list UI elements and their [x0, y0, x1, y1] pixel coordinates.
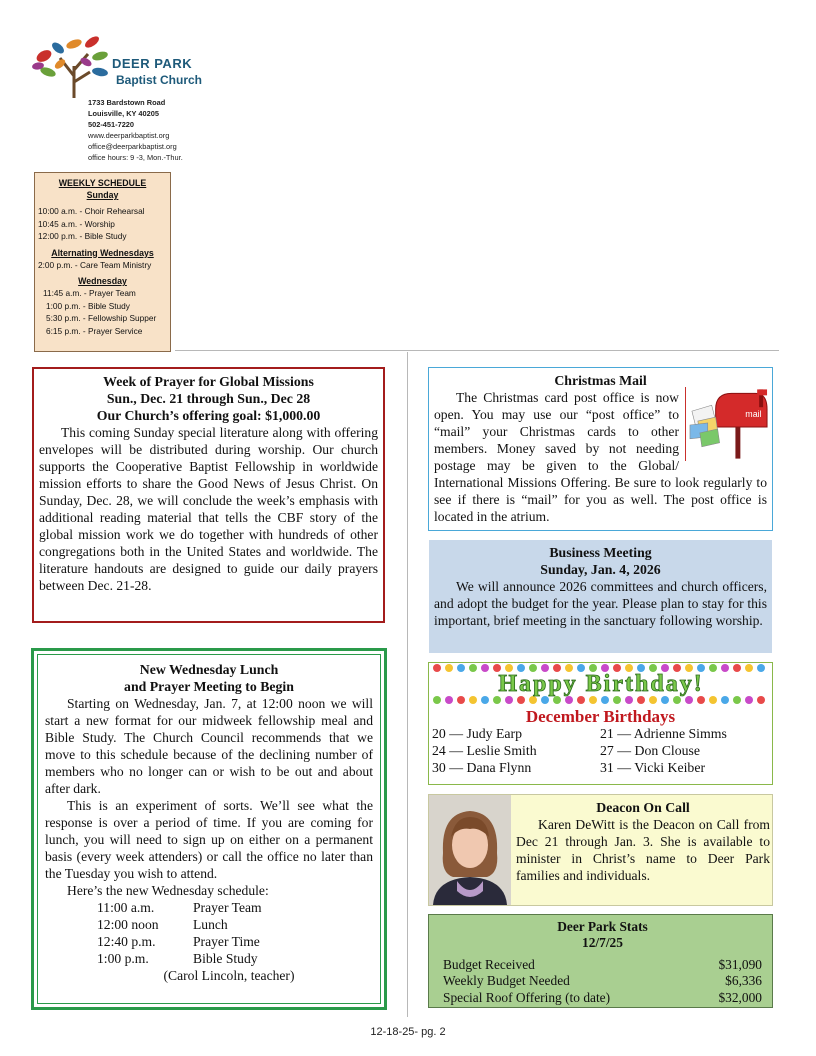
deacon-body: Karen DeWitt is the Deacon on Call from Dec 21 through Jan. 3. She is available to minister in Christ’s name to Deer Park families and individuals.: [516, 817, 770, 883]
birthday-entry: 30 — Dana Flynn: [432, 760, 532, 776]
page-footer: 12-18-25- pg. 2: [370, 1026, 446, 1038]
lunch-paragraph: Here’s the new Wednesday schedule:: [67, 883, 269, 898]
schedule-item: 2:00 p.m. - Care Team Ministry: [38, 259, 152, 270]
schedule-item: 10:00 a.m. - Choir Rehearsal: [38, 206, 145, 216]
happy-birthday-text: Happy Birthday!: [498, 671, 704, 697]
birthday-entry: 31 — Vicki Keiber: [600, 760, 706, 776]
lunch-schedule-time: 11:00 a.m.: [97, 900, 155, 915]
office-hours: office hours: 9 -3, Mon.-Thur.: [88, 153, 183, 162]
lunch-schedule-time: 12:40 p.m.: [97, 934, 156, 949]
mailbox-label: mail: [745, 409, 762, 420]
missions-dates: Sun., Dec. 21 through Sun., Dec 28: [106, 391, 311, 406]
wednesday-lunch-article: [31, 648, 387, 1010]
deer-park-stats-box: [428, 914, 773, 1008]
birthday-list: [432, 725, 772, 777]
schedule-item: 10:45 a.m. - Worship: [38, 218, 115, 229]
stats-row: [443, 973, 762, 989]
schedule-alt-wed-heading: Alternating Wednesdays: [51, 247, 154, 258]
stats-row: [443, 990, 762, 1006]
happy-birthday-banner: [429, 663, 772, 705]
schedule-title: WEEKLY SCHEDULE: [58, 178, 147, 188]
church-address-block: [88, 97, 183, 163]
christmas-mail-title: Christmas Mail: [554, 373, 647, 388]
business-meeting-title: Business Meeting: [549, 545, 652, 560]
column-divider: [407, 352, 408, 1017]
birthday-entry: 21 — Adrienne Simms: [600, 726, 727, 741]
lunch-paragraph: This is an experiment of sorts. We’ll see what the response is over a period of time. If you are coming for lunch, you will need to sign up on either on a permanent basis (every week attenders) or call the office no later than the Tuesday you wish to attend.: [45, 798, 373, 881]
schedule-sunday-heading: Sunday: [86, 190, 119, 200]
schedule-item: 11:45 a.m. - Prayer Team: [43, 288, 136, 298]
lunch-schedule-time: 12:00 noon: [97, 917, 159, 932]
stats-date: 12/7/25: [582, 935, 623, 950]
mailbox-icon: [685, 387, 771, 461]
phone-number: 502-451-7220: [88, 120, 135, 129]
church-logo-tree: [30, 36, 114, 98]
christmas-mail-body: The Christmas card post office is now open. You may use our “post office” to “mail” your Christmas cards to other members. Money saved by not needing postage may be given to the Global/ International Missions Offering. Be sure to look regularly to see if there is “mail” for you as well. The post office is located in the atrium.: [434, 390, 767, 524]
lunch-schedule-event: Prayer Team: [193, 900, 262, 915]
lunch-schedule-event: Prayer Time: [193, 934, 260, 949]
stats-value: $31,090: [718, 957, 762, 972]
birthday-entry: 20 — Judy Earp: [432, 726, 523, 741]
missions-body: This coming Sunday special literature along with offering envelopes will be distributed during worship. Our church supports the Cooperative Baptist Fellowship in worldwide mission efforts to share the Good News of Jesus Christ. On Sunday, Dec. 28, we will conclude the week’s emphasis with additional reading material that tells the CBF story of the global mission work we do together with hundreds of other congregations both in the United States and worldwide. The literature handouts are designed to guide our daily prayers between Dec. 21-28.: [39, 425, 378, 593]
schedule-wednesday-heading: Wednesday: [78, 276, 127, 286]
birthday-entry: 24 — Leslie Smith: [432, 743, 537, 759]
lunch-schedule: [97, 899, 373, 967]
deacon-title: Deacon On Call: [596, 800, 690, 815]
email-link[interactable]: office@deerparkbaptist.org: [88, 142, 177, 151]
stats-value: $6,336: [725, 973, 762, 989]
address-street: 1733 Bardstown Road: [88, 98, 166, 107]
weekly-schedule-box: [34, 172, 171, 352]
website-link[interactable]: www.deerparkbaptist.org: [88, 131, 170, 140]
schedule-item: 12:00 p.m. - Bible Study: [38, 231, 127, 241]
lunch-title: New Wednesday Lunch: [139, 662, 279, 677]
lunch-teacher: (Carol Lincoln, teacher): [163, 968, 295, 983]
deacon-on-call-box: [428, 794, 773, 906]
business-meeting-date: Sunday, Jan. 4, 2026: [540, 562, 661, 577]
christmas-mail-article: [428, 367, 773, 531]
schedule-item: 6:15 p.m. - Prayer Service: [46, 325, 143, 336]
birthdays-box: [428, 662, 773, 785]
church-subtitle: Baptist Church: [116, 73, 203, 87]
address-city: Louisville, KY 40205: [88, 109, 159, 118]
missions-article: [32, 367, 385, 623]
birthday-entry: 27 — Don Clouse: [600, 743, 701, 759]
stats-row: [443, 957, 762, 973]
lunch-schedule-event: Bible Study: [193, 951, 258, 966]
stats-label: Budget Received: [443, 957, 535, 972]
stats-title: Deer Park Stats: [557, 919, 648, 934]
deacon-photo: [429, 795, 511, 905]
lunch-schedule-time: 1:00 p.m.: [97, 951, 149, 966]
schedule-item: 1:00 p.m. - Bible Study: [46, 300, 130, 311]
schedule-item: 5:30 p.m. - Fellowship Supper: [46, 313, 157, 323]
church-name: DEER PARK: [112, 56, 193, 71]
business-meeting-body: We will announce 2026 committees and church officers, and adopt the budget for the year. Please plan to stay for this important, brief meeting in the sanctuary following worship.: [434, 579, 767, 628]
missions-title: Week of Prayer for Global Missions: [103, 374, 314, 389]
missions-goal: Our Church’s offering goal: $1,000.00: [96, 408, 321, 423]
lunch-subtitle: and Prayer Meeting to Begin: [124, 679, 294, 694]
stats-label: Special Roof Offering (to date): [443, 989, 611, 1005]
stats-value: $32,000: [718, 989, 762, 1005]
december-birthdays-title: December Birthdays: [525, 707, 676, 726]
lunch-paragraph: Starting on Wednesday, Jan. 7, at 12:00 noon we will start a new format for our midweek fellowship meal and Bible Study. The Church Council recommends that we move to this schedule because of the declining number of members who no longer can or wish to be out and about after dark.: [45, 696, 373, 796]
business-meeting-article: [429, 540, 772, 653]
horizontal-divider: [175, 350, 779, 351]
lunch-schedule-event: Lunch: [193, 917, 228, 932]
stats-label: Weekly Budget Needed: [443, 973, 570, 989]
